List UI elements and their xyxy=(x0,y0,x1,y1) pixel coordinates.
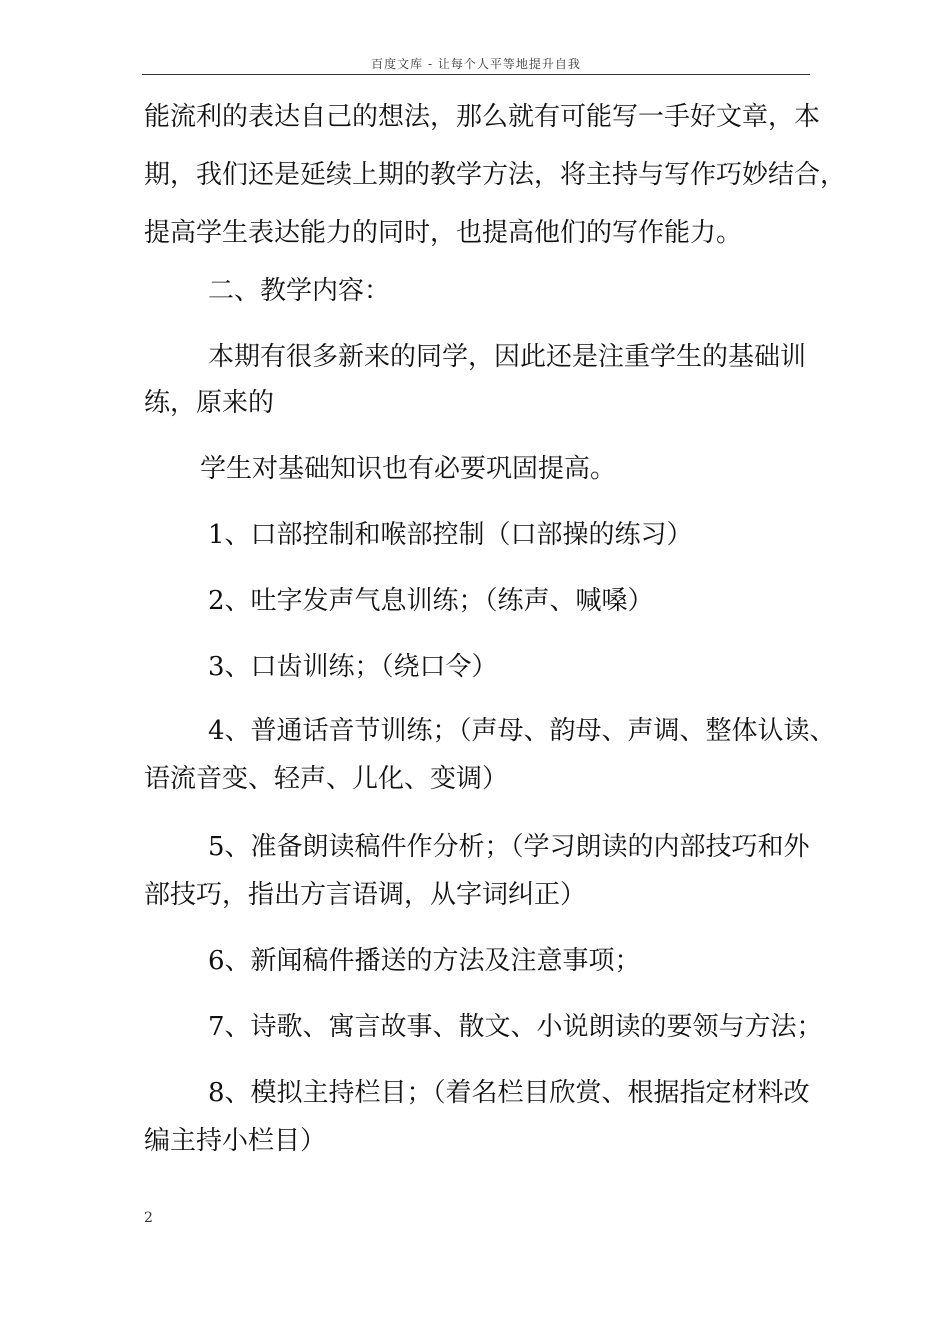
page-number: 2 xyxy=(144,1210,153,1226)
list-item-continuation: 语流音变、轻声、儿化、变调） xyxy=(144,764,509,794)
list-item: 3、口齿训练；（绕口令） xyxy=(208,652,498,682)
list-item: 1、口部控制和喉部控制（口部操的练习） xyxy=(208,520,693,550)
header-text: 百度文库 - 让每个人平等地提升自我 xyxy=(371,57,581,71)
text-line: 提高学生表达能力的同时，也提高他们的写作能力。 xyxy=(144,218,743,248)
list-item: 4、普通话音节训练；（声母、韵母、声调、整体认读、 xyxy=(208,716,836,746)
list-item: 5、准备朗读稿件作分析；（学习朗读的内部技巧和外 xyxy=(208,832,810,862)
text-line: 练，原来的 xyxy=(144,388,275,418)
text-line: 本期有很多新来的同学，因此还是注重学生的基础训 xyxy=(208,342,807,372)
list-item: 6、新闻稿件播送的方法及注意事项； xyxy=(208,946,641,976)
list-item-continuation: 编主持小栏目） xyxy=(144,1126,327,1156)
list-item: 8、模拟主持栏目；（着名栏目欣赏、根据指定材料改 xyxy=(208,1078,810,1108)
page-header xyxy=(142,52,810,75)
list-item: 7、诗歌、寓言故事、散文、小说朗读的要领与方法； xyxy=(208,1012,823,1042)
text-line: 期，我们还是延续上期的教学方法，将主持与写作巧妙结合， xyxy=(144,160,847,190)
list-item-continuation: 部技巧，指出方言语调，从字词纠正） xyxy=(144,880,587,910)
text-line: 能流利的表达自己的想法，那么就有可能写一手好文章，本 xyxy=(144,102,821,132)
text-line: 学生对基础知识也有必要巩固提高。 xyxy=(200,454,617,484)
list-item: 2、吐字发声气息训练；（练声、喊嗓） xyxy=(208,586,654,616)
section-heading: 二、教学内容： xyxy=(208,276,391,306)
